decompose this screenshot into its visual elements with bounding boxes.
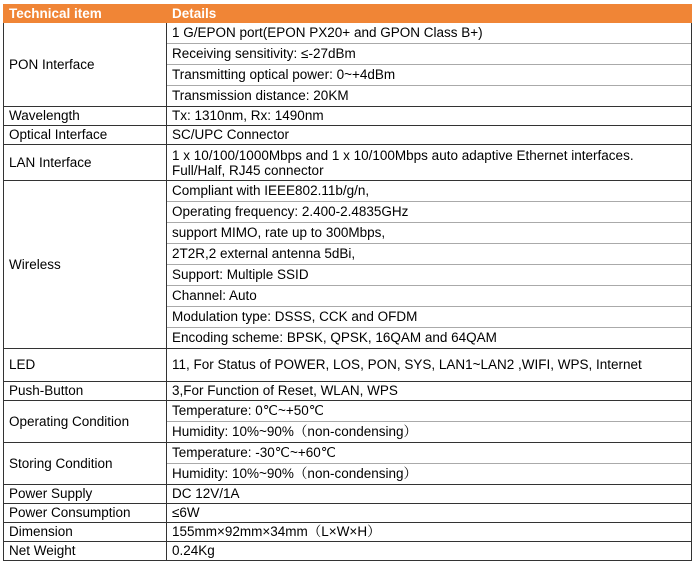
row-details [167, 485, 692, 504]
detail-line: Humidity: 10%~90%（non-condensing） [172, 466, 418, 481]
row-item: Wireless [4, 181, 167, 349]
row-details [167, 126, 692, 145]
row-item: Storing Condition [4, 443, 167, 485]
row-item: LED [4, 349, 167, 382]
detail-line: Tx: 1310nm, Rx: 1490nm [172, 108, 324, 123]
detail-line: Support: Multiple SSID [167, 265, 691, 286]
row-details [167, 382, 692, 401]
row-item: Push-Button [4, 382, 167, 401]
table-row [4, 523, 692, 542]
detail-line: ≤6W [172, 505, 200, 520]
detail-line: DC 12V/1A [172, 486, 240, 501]
table-row [4, 145, 692, 181]
detail-line: Temperature: 0℃~+50℃ [167, 401, 691, 422]
detail-line: Temperature: -30℃~+60℃ [167, 443, 691, 464]
row-details [167, 523, 692, 542]
detail-line: Transmitting optical power: 0~+4dBm [167, 65, 691, 86]
detail-line: Channel: Auto [167, 286, 691, 307]
detail-line: Receiving sensitivity: ≤-27dBm [167, 44, 691, 65]
header-technical-item: Technical item [4, 5, 167, 23]
detail-line: 1 x 10/100/1000Mbps and 1 x 10/100Mbps auto adaptive Ethernet interfaces. Full/Half, RJ45 connector [172, 148, 634, 178]
row-item: Power Supply [4, 485, 167, 504]
row-details [167, 107, 692, 126]
header-details: Details [167, 5, 692, 23]
table-row [4, 126, 692, 145]
row-details [167, 542, 692, 561]
row-item: Net Weight [4, 542, 167, 561]
table-row [4, 23, 692, 107]
row-item: Operating Condition [4, 401, 167, 443]
row-details [167, 181, 692, 349]
detail-line: 1 G/EPON port(EPON PX20+ and GPON Class B+) [167, 23, 691, 44]
row-item: Optical Interface [4, 126, 167, 145]
table-row [4, 382, 692, 401]
table-row [4, 349, 692, 382]
row-item: Dimension [4, 523, 167, 542]
table-row [4, 181, 692, 349]
row-details [167, 443, 692, 485]
row-item: Power Consumption [4, 504, 167, 523]
table-row [4, 443, 692, 485]
detail-line: 155mm×92mm×34mm（L×W×H） [172, 524, 381, 539]
table-row [4, 542, 692, 561]
row-details [167, 401, 692, 443]
detail-line: 11, For Status of POWER, LOS, PON, SYS, LAN1~LAN2 ,WIFI, WPS, Internet [172, 357, 642, 372]
row-details [167, 504, 692, 523]
detail-line: 0.24Kg [172, 543, 215, 558]
header-row [4, 5, 692, 23]
detail-line: Operating frequency: 2.400-2.4835GHz [167, 202, 691, 223]
row-details [167, 23, 692, 107]
table-row [4, 485, 692, 504]
table-row [4, 401, 692, 443]
table-row [4, 107, 692, 126]
detail-line: Modulation type: DSSS, CCK and OFDM [167, 307, 691, 328]
detail-line: Humidity: 10%~90%（non-condensing） [172, 424, 418, 439]
detail-line: 2T2R,2 external antenna 5dBi, [167, 244, 691, 265]
detail-line: Encoding scheme: BPSK, QPSK, 16QAM and 64QAM [172, 330, 497, 345]
row-details [167, 145, 692, 181]
row-item: LAN Interface [4, 145, 167, 181]
row-item: Wavelength [4, 107, 167, 126]
detail-line: Compliant with IEEE802.11b/g/n, [167, 181, 691, 202]
spec-table [3, 4, 692, 561]
detail-line: Transmission distance: 20KM [172, 88, 349, 103]
table-row [4, 504, 692, 523]
detail-line: 3,For Function of Reset, WLAN, WPS [172, 383, 398, 398]
row-item: PON Interface [4, 23, 167, 107]
detail-line: SC/UPC Connector [172, 127, 290, 142]
detail-line: support MIMO, rate up to 300Mbps, [167, 223, 691, 244]
row-details [167, 349, 692, 382]
